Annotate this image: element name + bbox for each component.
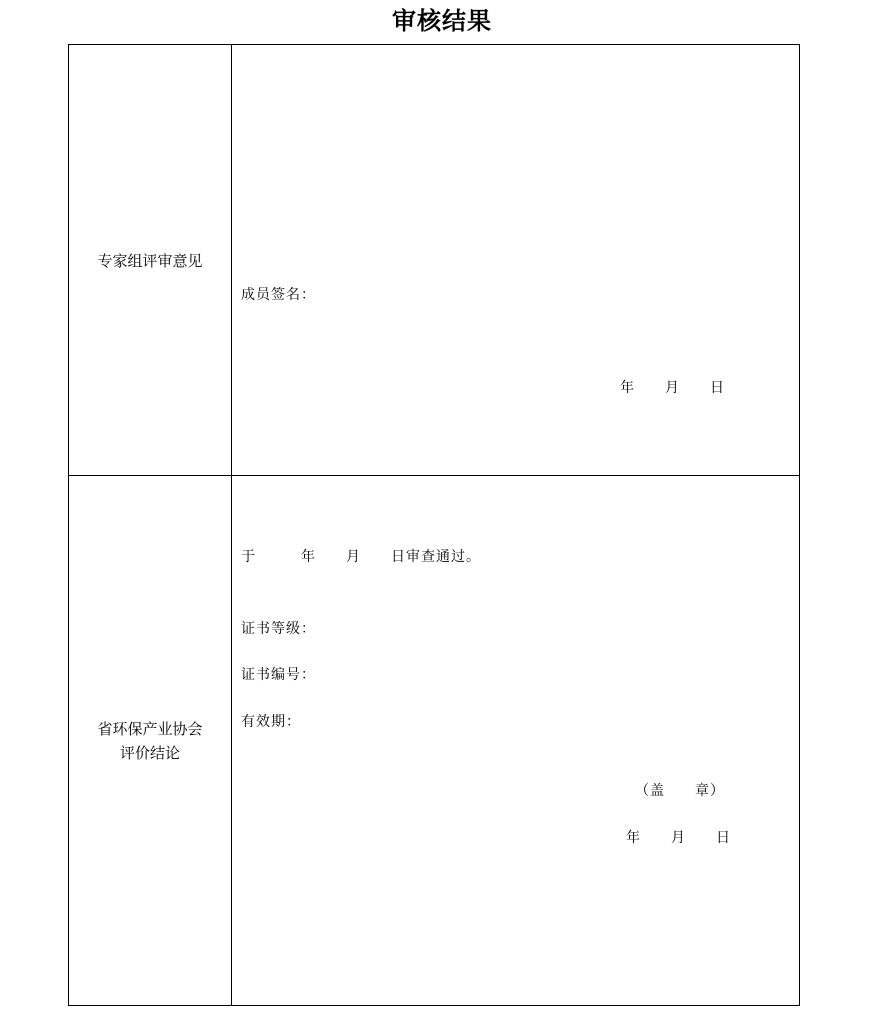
- certificate-number-label: 证书编号：: [241, 667, 316, 683]
- row-divider: [69, 475, 799, 476]
- member-signature-label: 成员签名：: [241, 287, 316, 303]
- expert-review-date-line: 年 月 日: [620, 380, 725, 396]
- association-conclusion-label-line2: 评价结论: [119, 744, 180, 762]
- expert-review-label: 专家组评审意见: [97, 252, 203, 270]
- page-title: 审核结果: [392, 6, 492, 35]
- conclusion-date-line: 年 月 日: [626, 830, 731, 846]
- approval-date-line: 于 年 月 日审查通过。: [241, 549, 481, 565]
- association-conclusion-label-line1: 省环保产业协会: [97, 720, 203, 738]
- review-result-table: [68, 44, 800, 1006]
- certificate-level-label: 证书等级：: [241, 621, 316, 637]
- seal-label: （盖 章）: [635, 783, 725, 799]
- association-conclusion-label: [69, 717, 231, 765]
- validity-period-label: 有效期：: [241, 714, 301, 730]
- column-divider: [231, 45, 232, 1005]
